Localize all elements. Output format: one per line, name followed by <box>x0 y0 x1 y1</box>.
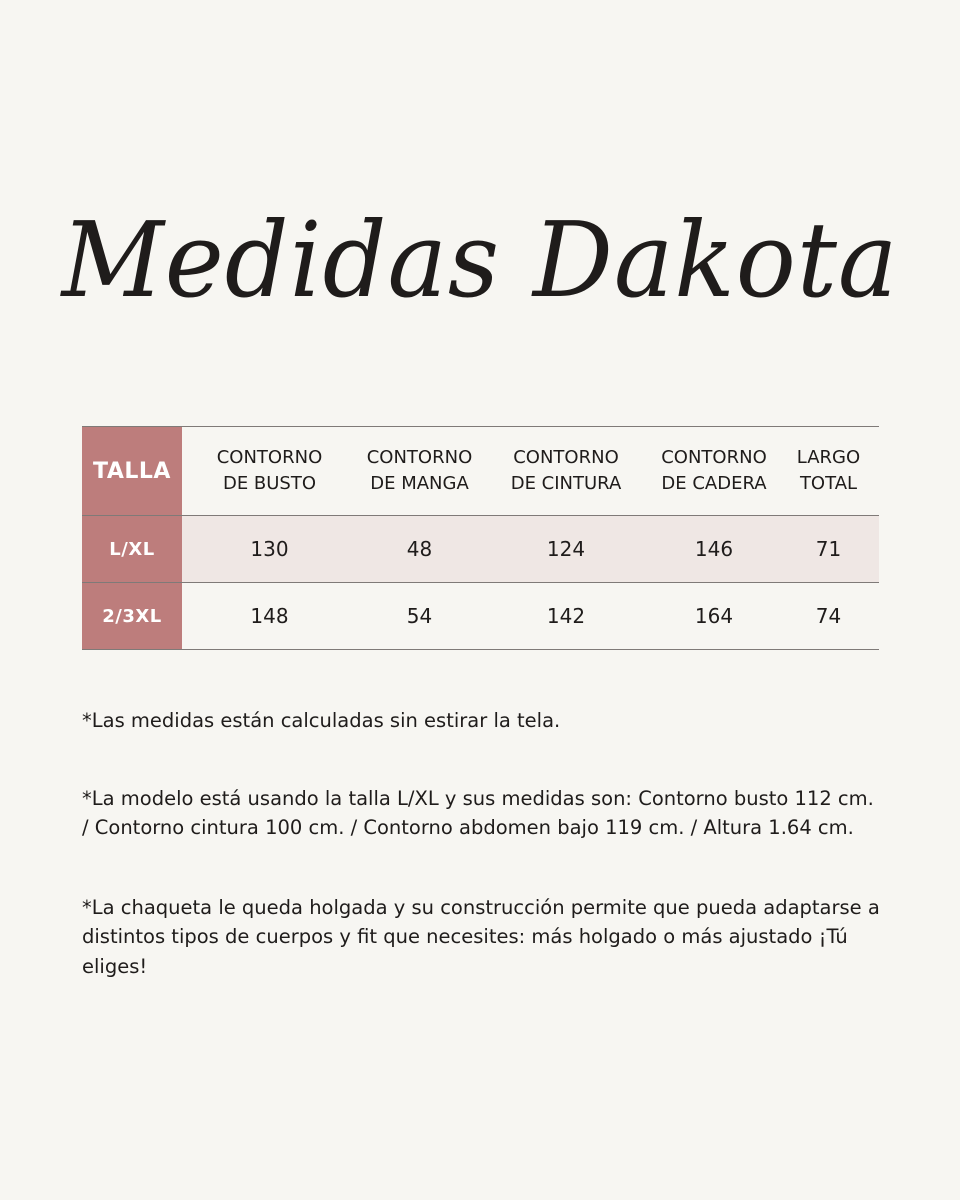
column-header-waist <box>482 427 650 516</box>
size-label: L/XL <box>82 516 182 583</box>
notes-section <box>82 706 882 1029</box>
table-header-row <box>82 427 879 516</box>
column-header-line: DE MANGA <box>370 473 469 494</box>
column-header-line: CONTORNO <box>513 447 619 468</box>
column-header-sleeve <box>357 427 482 516</box>
page-title: Medidas Dakota <box>61 199 899 321</box>
note-model-measurements: *La modelo está usando la talla L/XL y sus medidas son: Contorno busto 112 cm. / Contorno cintura 100 cm. / Contorno abdomen bajo 119 cm. / Altura 1.64 cm. <box>82 786 874 839</box>
table-cell: 54 <box>357 583 482 650</box>
table-cell: 142 <box>482 583 650 650</box>
size-chart-table <box>82 426 879 650</box>
column-header-line: TOTAL <box>799 473 858 494</box>
column-header-hip <box>650 427 778 516</box>
table-row <box>82 516 879 583</box>
table-cell: 48 <box>357 516 482 583</box>
column-header-line: CONTORNO <box>216 447 323 468</box>
table-cell: 164 <box>650 583 778 650</box>
column-header-line: CONTORNO <box>366 447 473 468</box>
column-header-line: CONTORNO <box>661 447 767 468</box>
column-header-bust <box>182 427 357 516</box>
table-cell: 71 <box>778 516 879 583</box>
size-label: 2/3XL <box>82 583 182 650</box>
table-row <box>82 583 879 650</box>
note-measurement-method: *Las medidas están calculadas sin estirar la tela. <box>82 709 561 732</box>
size-column-header: TALLA <box>82 427 182 516</box>
note-fit-description: *La chaqueta le queda holgada y su construcción permite que pueda adaptarse a distintos tipos de cuerpos y fit que necesites: más holgado o más ajustado ¡Tú eliges! <box>82 895 880 978</box>
column-header-line: DE CADERA <box>661 473 767 494</box>
table-cell: 146 <box>650 516 778 583</box>
table-cell: 148 <box>182 583 357 650</box>
table-cell: 130 <box>182 516 357 583</box>
column-header-line: DE CINTURA <box>510 473 622 494</box>
column-header-length <box>778 427 879 516</box>
table-cell: 74 <box>778 583 879 650</box>
column-header-line: LARGO <box>796 447 861 468</box>
table-cell: 124 <box>482 516 650 583</box>
column-header-line: DE BUSTO <box>222 473 317 494</box>
